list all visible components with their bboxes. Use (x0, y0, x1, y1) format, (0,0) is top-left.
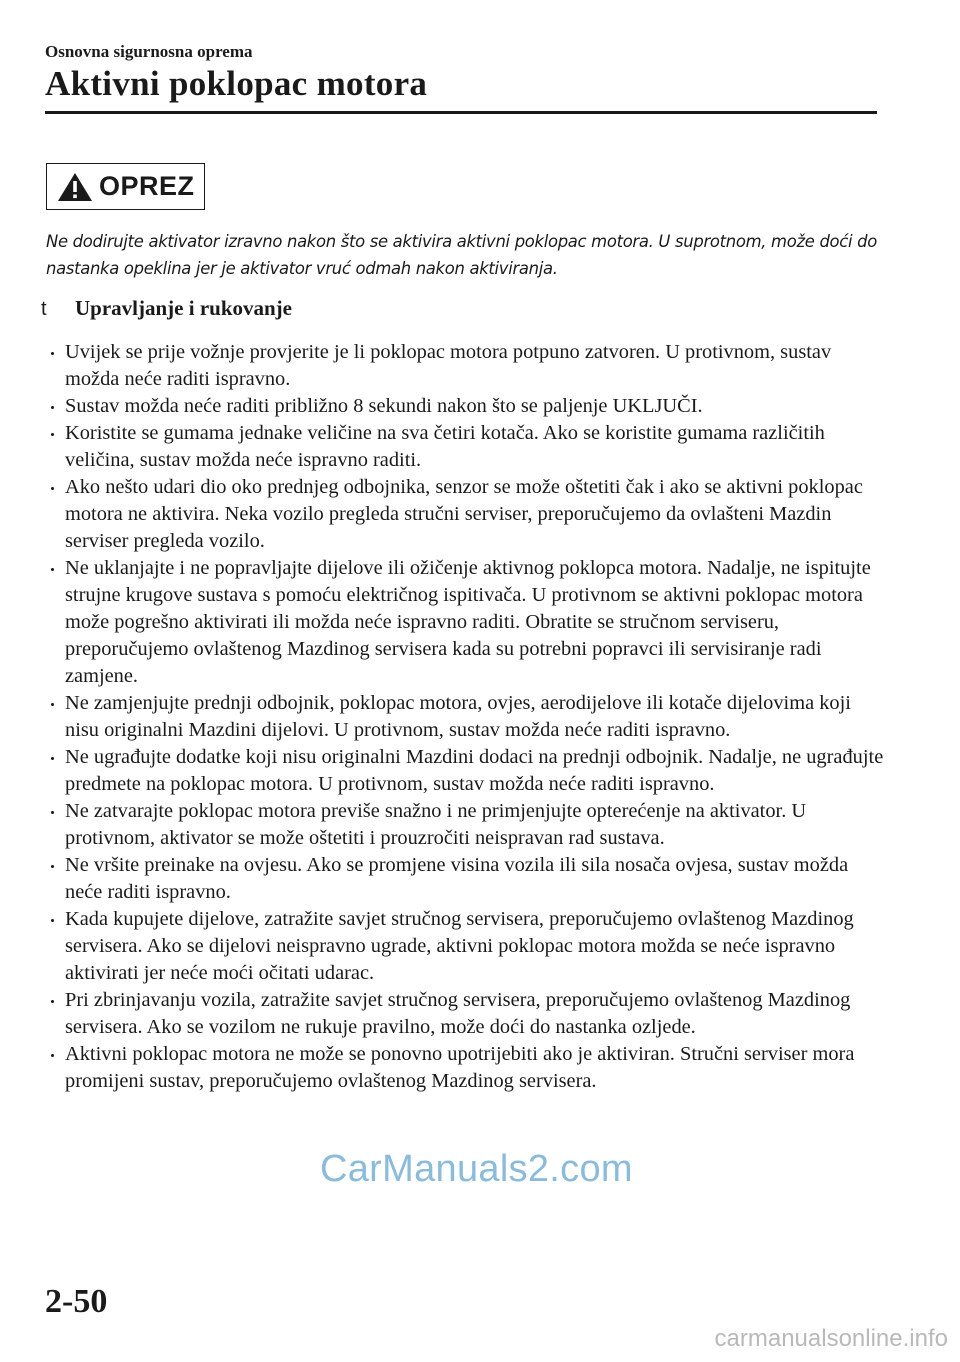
bullet-dot (51, 703, 54, 706)
list-item (46, 1041, 886, 1095)
bullet-dot (51, 811, 54, 814)
list-item-text: Ne vršite preinake na ovjesu. Ako se promjene visina vozila ili sila nosača ovjesa, sustav možda neće raditi ispravno. (65, 854, 849, 903)
watermark-link[interactable]: CarManuals2.com (320, 1148, 633, 1190)
caution-text: Ne dodirujte aktivator izravno nakon što se aktivira aktivni poklopac motora. U suprotnom, može doći do nastanka opeklina jer je aktivator vruć odmah nakon aktiviranja. (46, 232, 877, 278)
bullet-dot (51, 568, 54, 571)
list-item (46, 474, 886, 555)
list-item-text: Sustav možda neće raditi približno 8 sekundi nakon što se paljenje UKLJUČI. (65, 395, 703, 417)
bullet-dot (51, 1054, 54, 1057)
list-item (46, 420, 886, 474)
section-label: Osnovna sigurnosna oprema (45, 42, 253, 61)
list-item-text: Koristite se gumama jednake veličine na sva četiri kotača. Ako se koristite gumama različitih veličina, sustav možda neće ispravno raditi. (65, 422, 825, 471)
list-item (46, 852, 886, 906)
bullet-dot (51, 1000, 54, 1003)
bullet-dot (51, 865, 54, 868)
subsection-heading (41, 296, 292, 321)
list-item-text: Pri zbrinjavanju vozila, zatražite savjet stručnog servisera, preporučujemo ovlaštenog Mazdinog servisera. Ako se vozilom ne rukuje pravilno, može doći do nastanka ozljede. (65, 989, 851, 1038)
list-item-text: Ne uklanjajte i ne popravljajte dijelove ili ožičenje aktivnog poklopca motora. Nadalje, ne ispitujte strujne krugove sustava s pomoću električnog ispitivača. U protivnom se aktivni poklopac motora može pogrešno aktivirati ili možda neće ispravno raditi. Obratite se stručnom serviseru, preporučujemo ovlaštenog Mazdinog servisera kada su potrebni popravci ili servisiranje radi zamjene. (65, 557, 871, 687)
subsection-marker: t (41, 298, 47, 320)
title-rule (45, 111, 877, 114)
bullet-list (46, 339, 886, 1095)
warning-triangle-icon (57, 172, 93, 202)
page-number: 2-50 (45, 1283, 108, 1320)
list-item (46, 690, 886, 744)
list-item-text: Ako nešto udari dio oko prednjeg odbojnika, senzor se može oštetiti čak i ako se aktivni poklopac motora ne aktivira. Neka vozilo pregleda stručni serviser, preporučujemo da ovlašteni Mazdin serviser pregleda vozilo. (65, 476, 863, 552)
bullet-dot (51, 487, 54, 490)
list-item-text: Uvijek se prije vožnje provjerite je li poklopac motora potpuno zatvoren. U protivnom, sustav možda neće raditi ispravno. (65, 341, 832, 390)
list-item-text: Kada kupujete dijelove, zatražite savjet stručnog servisera, preporučujemo ovlaštenog Mazdinog servisera. Ako se dijelovi neispravno ugrade, aktivni poklopac motora možda se neće ispravno aktivirati jer neće moći očitati udarac. (65, 908, 854, 984)
list-item (46, 393, 886, 420)
bullet-dot (51, 433, 54, 436)
list-item-text: Aktivni poklopac motora ne može se ponovno upotrijebiti ako je aktiviran. Stručni serviser mora promijeni sustav, preporučujemo ovlaštenog Mazdinog servisera. (65, 1043, 855, 1092)
page-title: Aktivni poklopac motora (45, 64, 428, 103)
bullet-dot (51, 757, 54, 760)
bullet-dot (51, 352, 54, 355)
bullet-dot (51, 919, 54, 922)
caution-box (46, 163, 205, 210)
list-item (46, 339, 886, 393)
list-item (46, 906, 886, 987)
bullet-dot (51, 406, 54, 409)
list-item-text: Ne zatvarajte poklopac motora previše snažno i ne primjenjujte opterećenje na aktivator. U protivnom, aktivator se može oštetiti i prouzročiti neispravan rad sustava. (65, 800, 807, 849)
caution-label: OPREZ (99, 171, 195, 201)
list-item (46, 798, 886, 852)
list-item (46, 555, 886, 690)
list-item (46, 987, 886, 1041)
list-item-text: Ne zamjenjujte prednji odbojnik, poklopac motora, ovjes, aerodijelove ili kotače dijelovima koji nisu originalni Mazdini dijelovi. U protivnom, sustav možda neće raditi ispravno. (65, 692, 851, 741)
list-item (46, 744, 886, 798)
list-item-text: Ne ugrađujte dodatke koji nisu originalni Mazdini dodaci na prednji odbojnik. Nadalje, ne ugrađujte predmete na poklopac motora. U protivnom, sustav možda neće raditi ispravno. (65, 746, 884, 795)
subsection-title: Upravljanje i rukovanje (75, 296, 292, 320)
footer-watermark-link[interactable]: carmanualsonline.info (714, 1325, 948, 1352)
